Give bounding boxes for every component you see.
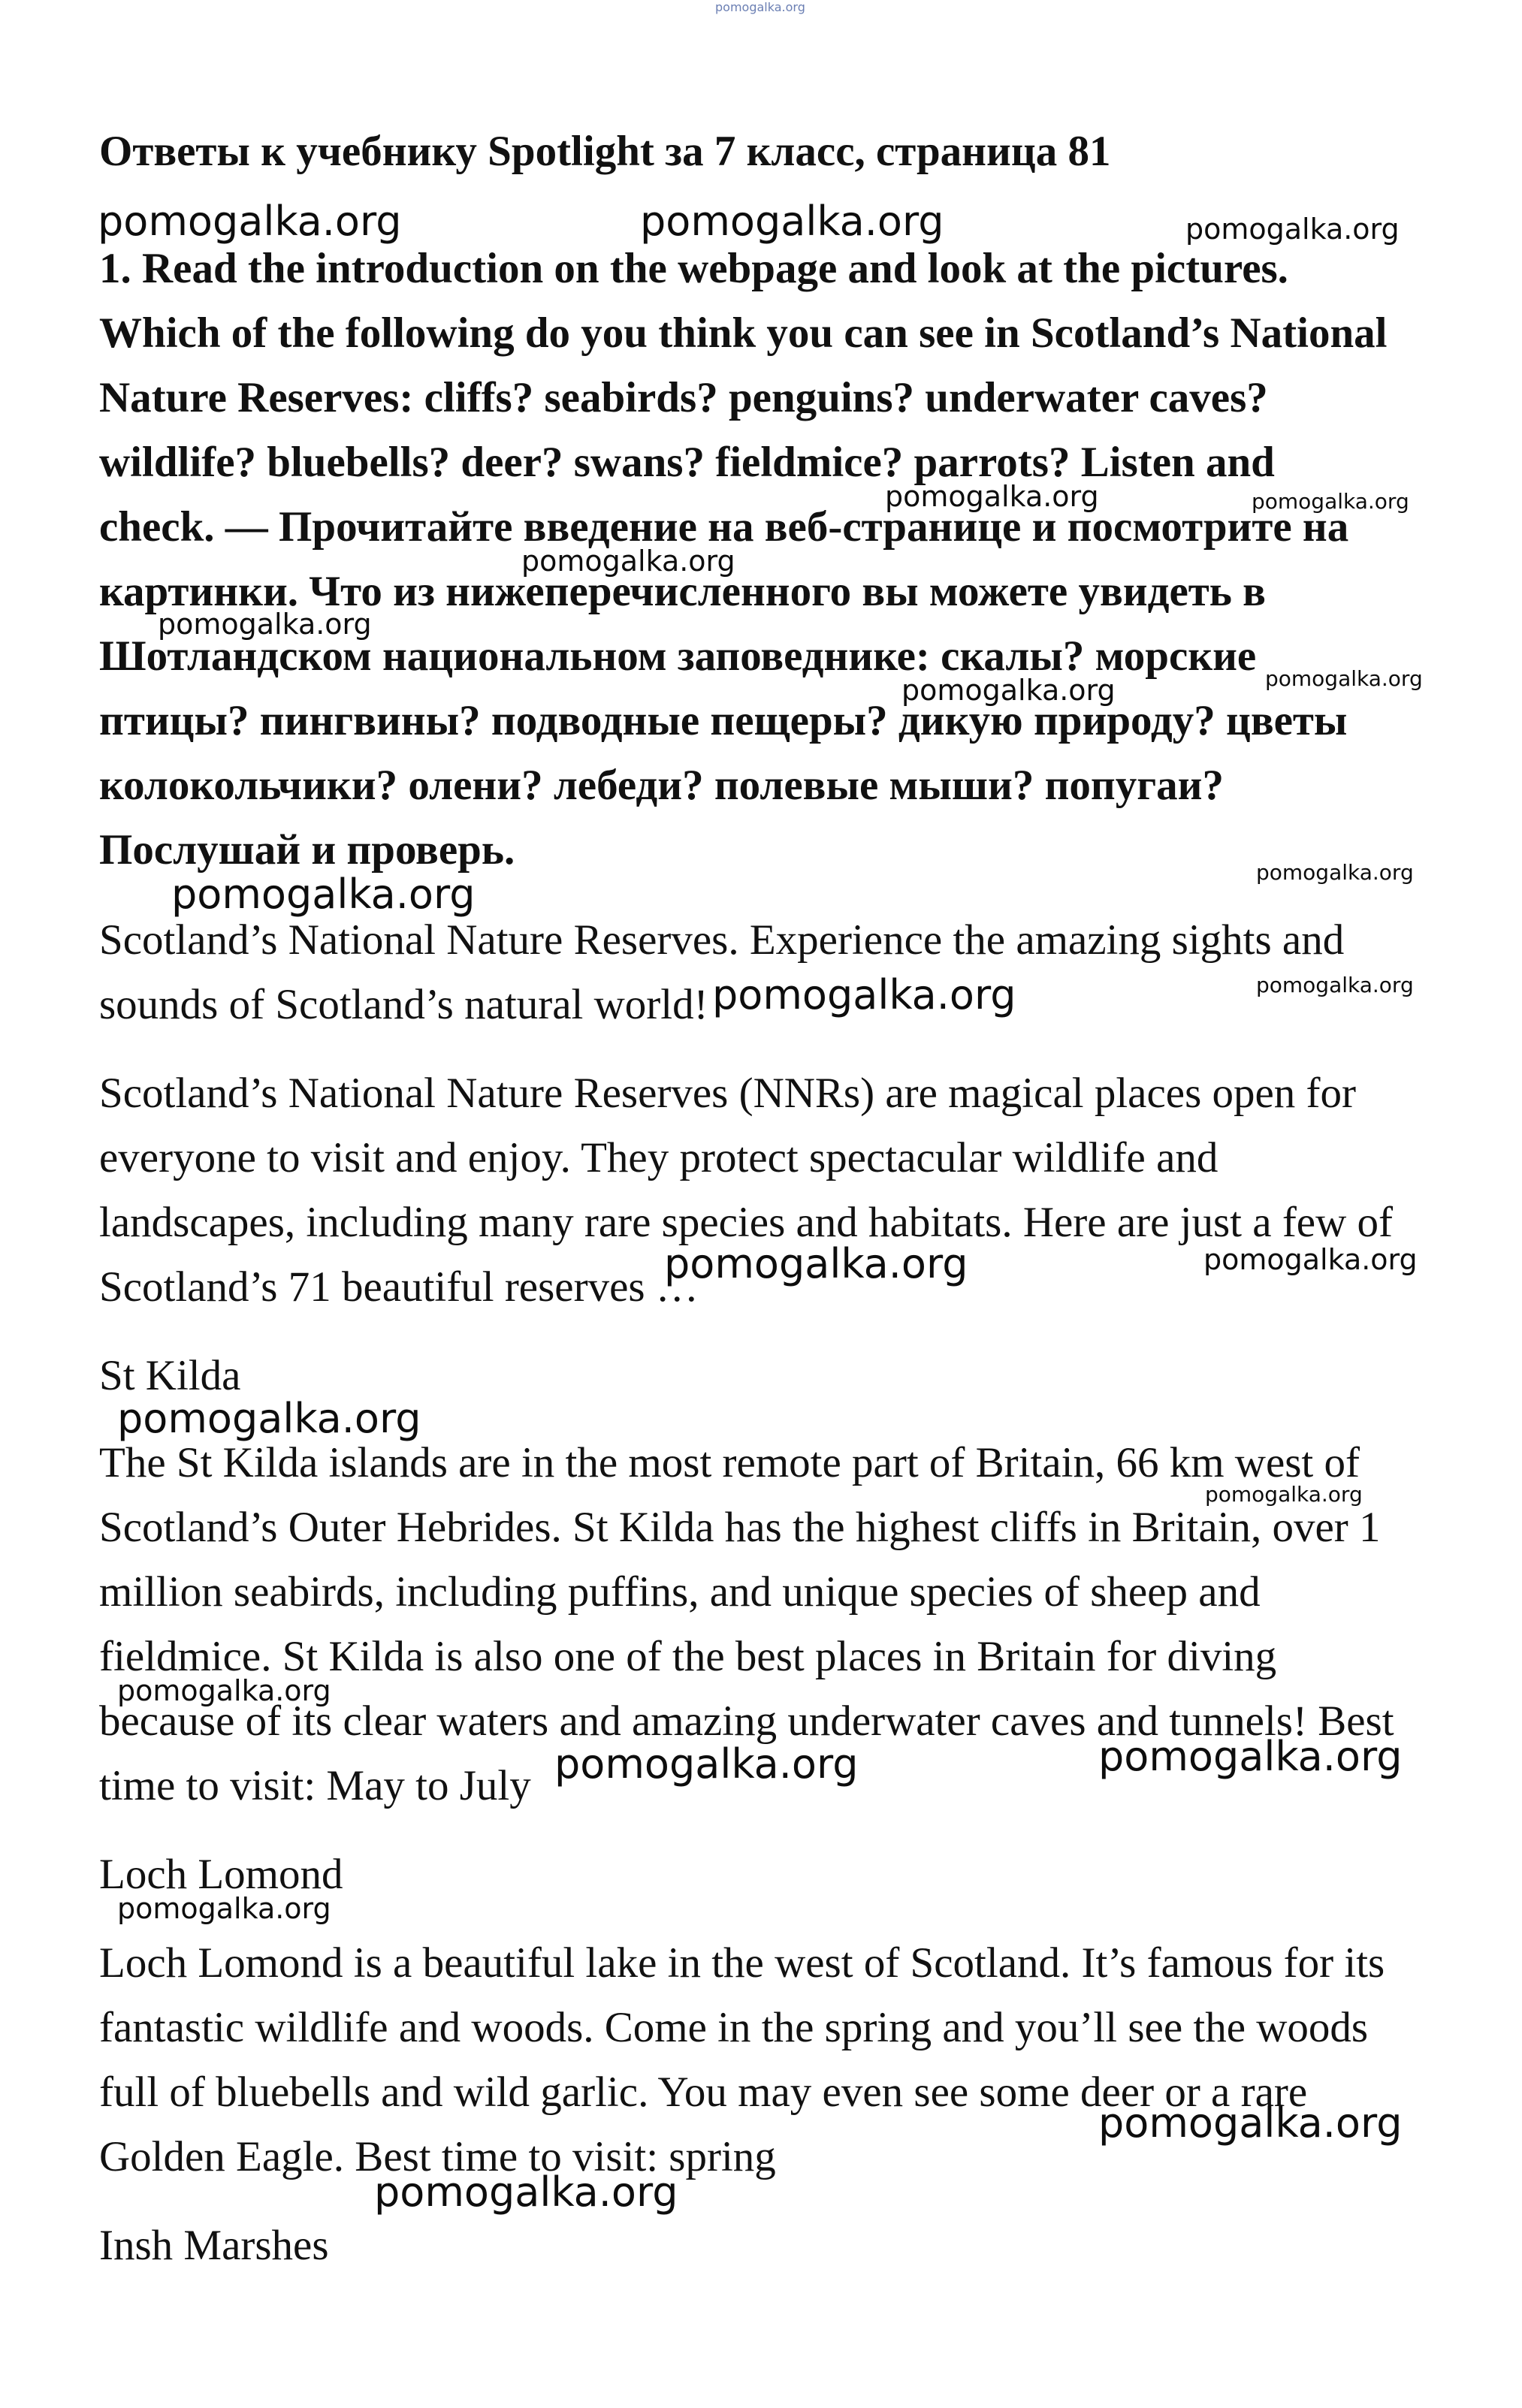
- insh-marshes-heading: Insh Marshes: [99, 2222, 329, 2269]
- watermark: pomogalka.org: [117, 1395, 421, 1442]
- intro-line: Scotland’s National Nature Reserves. Experience the amazing sights and: [99, 916, 1345, 964]
- st-kilda-line: million seabirds, including puffins, and unique species of sheep and: [99, 1568, 1261, 1616]
- task-line: Which of the following do you think you can see in Scotland’s National: [99, 309, 1388, 357]
- nnr-line: Scotland’s 71 beautiful reserves …: [99, 1263, 699, 1311]
- task-line: Nature Reserves: cliffs? seabirds? penguins? underwater caves?: [99, 374, 1268, 421]
- st-kilda-line: Scotland’s Outer Hebrides. St Kilda has the highest cliffs in Britain, over 1: [99, 1504, 1381, 1551]
- nnr-line: Scotland’s National Nature Reserves (NNRs) are magical places open for: [99, 1070, 1357, 1117]
- watermark: pomogalka.org: [664, 1240, 968, 1287]
- st-kilda-heading: St Kilda: [99, 1352, 241, 1399]
- task-line: колокольчики? олени? лебеди? полевые мыши? попугаи?: [99, 762, 1224, 809]
- task-line: 1. Read the introduction on the webpage and look at the pictures.: [99, 245, 1288, 292]
- top-watermark: pomogalka.org: [715, 0, 805, 14]
- st-kilda-line: fieldmice. St Kilda is also one of the best places in Britain for diving: [99, 1633, 1277, 1680]
- intro-line: sounds of Scotland’s natural world!: [99, 981, 708, 1028]
- watermark: pomogalka.org: [885, 480, 1099, 513]
- task-line: картинки. Что из нижеперечисленного вы можете увидеть в: [99, 568, 1266, 615]
- watermark: pomogalka.org: [1205, 1482, 1363, 1507]
- task-line: Послушай и проверь.: [99, 826, 515, 874]
- watermark: pomogalka.org: [1098, 2099, 1403, 2147]
- st-kilda-line: The St Kilda islands are in the most remote part of Britain, 66 km west of: [99, 1439, 1360, 1486]
- watermark: pomogalka.org: [712, 971, 1016, 1018]
- watermark: pomogalka.org: [374, 2168, 678, 2216]
- watermark: pomogalka.org: [1256, 973, 1414, 997]
- loch-lomond-line: full of bluebells and wild garlic. You may even see some deer or a rare: [99, 2069, 1308, 2116]
- watermark: pomogalka.org: [1185, 213, 1400, 246]
- watermark: pomogalka.org: [1098, 1733, 1403, 1780]
- task-line: wildlife? bluebells? deer? swans? fieldmice? parrots? Listen and: [99, 439, 1275, 486]
- watermark: pomogalka.org: [98, 198, 402, 245]
- loch-lomond-line: fantastic wildlife and woods. Come in the spring and you’ll see the woods: [99, 2004, 1369, 2051]
- watermark: pomogalka.org: [117, 1892, 331, 1925]
- watermark: pomogalka.org: [554, 1740, 859, 1788]
- nnr-line: landscapes, including many rare species and habitats. Here are just a few of: [99, 1199, 1393, 1246]
- watermark: pomogalka.org: [158, 608, 372, 641]
- loch-lomond-line: Golden Eagle. Best time to visit: spring: [99, 2133, 776, 2180]
- watermark: pomogalka.org: [117, 1674, 331, 1707]
- task-line: Шотландском национальном заповеднике: скалы? морские: [99, 632, 1257, 680]
- watermark: pomogalka.org: [171, 871, 476, 918]
- page-title: Ответы к учебнику Spotlight за 7 класс, страница 81: [99, 128, 1111, 175]
- st-kilda-line: time to visit: May to July: [99, 1762, 531, 1809]
- task-line: птицы? пингвины? подводные пещеры? дикую природу? цветы: [99, 697, 1348, 744]
- watermark: pomogalka.org: [1256, 860, 1414, 885]
- watermark: pomogalka.org: [1252, 489, 1409, 514]
- watermark: pomogalka.org: [640, 198, 944, 245]
- watermark: pomogalka.org: [1265, 666, 1423, 691]
- loch-lomond-line: Loch Lomond is a beautiful lake in the west of Scotland. It’s famous for its: [99, 1939, 1385, 1987]
- loch-lomond-heading: Loch Lomond: [99, 1851, 343, 1898]
- watermark: pomogalka.org: [1203, 1243, 1418, 1276]
- watermark: pomogalka.org: [901, 674, 1116, 707]
- task-line: check. — Прочитайте введение на веб-странице и посмотрите на: [99, 503, 1349, 551]
- st-kilda-line: because of its clear waters and amazing underwater caves and tunnels! Best: [99, 1697, 1394, 1745]
- watermark: pomogalka.org: [521, 545, 735, 578]
- nnr-line: everyone to visit and enjoy. They protect spectacular wildlife and: [99, 1134, 1219, 1181]
